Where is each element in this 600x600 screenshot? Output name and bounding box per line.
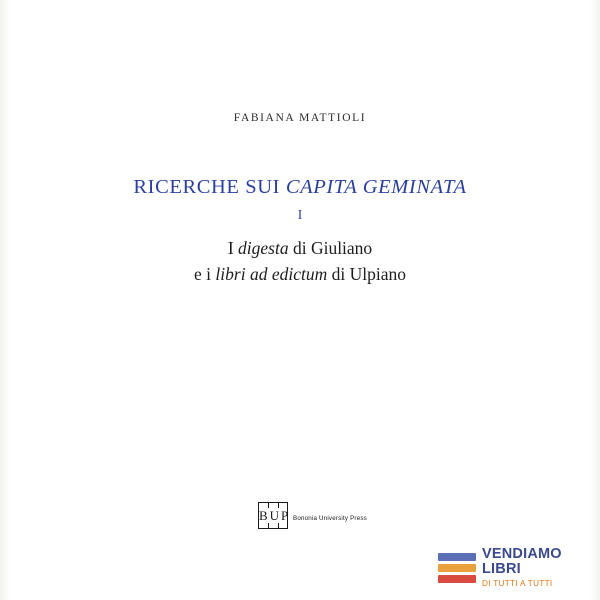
book-title-italic-part: CAPITA GEMINATA [285, 176, 467, 198]
subtitle-line-1-pre: I [227, 238, 239, 258]
subtitle-line-1 [0, 235, 600, 261]
watermark-stripe-1 [438, 553, 476, 561]
bup-logo-icon [258, 502, 291, 529]
watermark-stripes-icon [438, 550, 476, 586]
watermark-line-1: VENDIAMO [482, 545, 562, 562]
publisher-logo [258, 502, 367, 529]
subtitle-line-1-italic: digesta [238, 238, 289, 258]
bup-logo-letters: BUP [259, 508, 291, 523]
subtitle-line-2-post: di Ulpiano [327, 264, 406, 285]
subtitle-line-1-post: di Giuliano [288, 238, 373, 258]
title-block [0, 176, 600, 288]
subtitle-line-2-pre: e i [194, 264, 216, 285]
book-subtitle [0, 235, 600, 288]
watermark-tagline: DI TUTTI A TUTTI [482, 579, 553, 589]
book-title [0, 176, 600, 199]
watermark-badge [432, 544, 590, 592]
watermark-text [476, 547, 562, 589]
subtitle-line-2 [0, 261, 600, 287]
subtitle-line-2-italic: libri ad edictum [215, 264, 328, 285]
volume-number: I [297, 207, 303, 222]
watermark-stripe-2 [438, 564, 476, 572]
author-name: FABIANA MATTIOLI [233, 112, 367, 124]
watermark-line-2: LIBRI [482, 561, 521, 578]
publisher-name: Bononia University Press [293, 515, 367, 522]
book-title-roman-part: RICERCHE SUI [133, 176, 286, 198]
watermark-stripe-3 [438, 575, 476, 583]
